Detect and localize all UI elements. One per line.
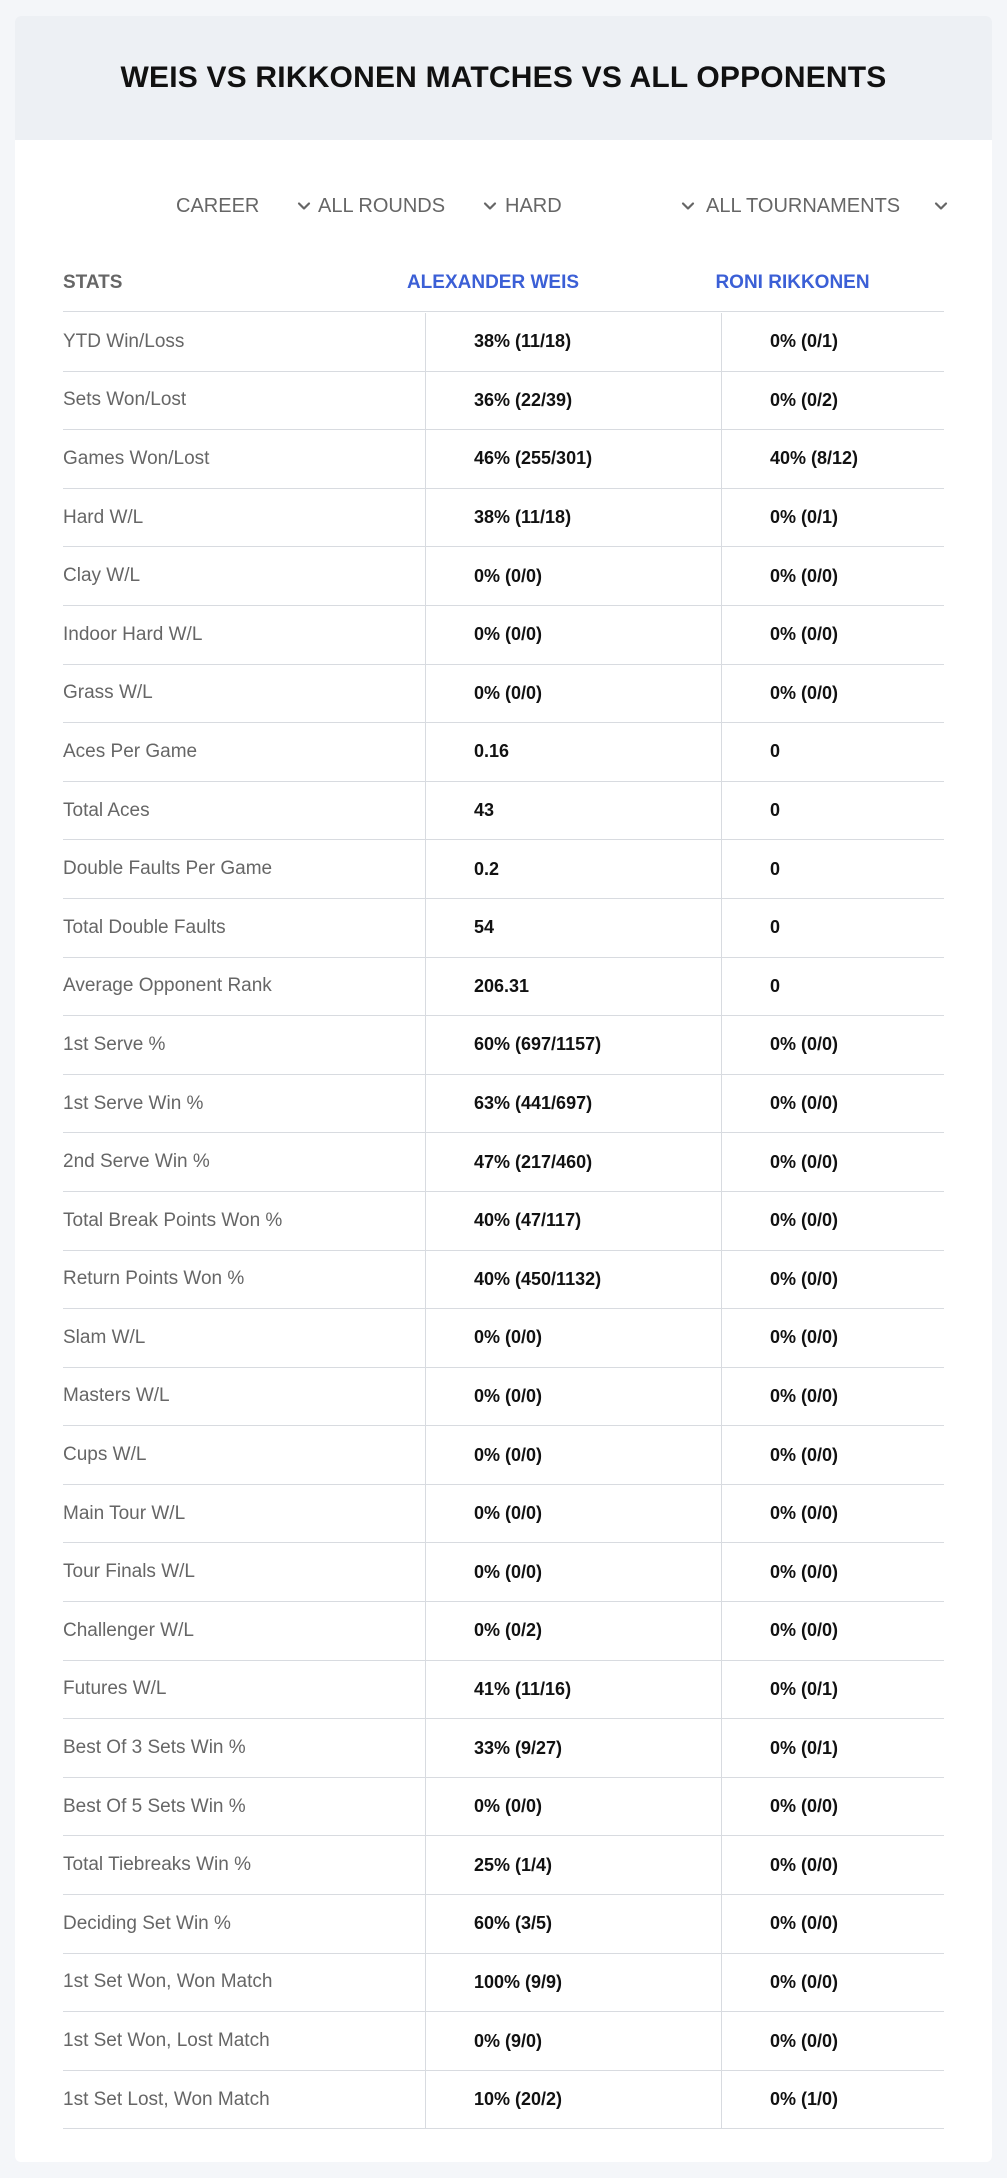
player1-link[interactable]: ALEXANDER WEIS <box>406 272 580 293</box>
stat-label: 1st Set Won, Lost Match <box>63 2030 270 2052</box>
stat-label: Futures W/L <box>63 1678 167 1700</box>
table-row <box>63 489 944 548</box>
stat-label: Tour Finals W/L <box>63 1561 195 1583</box>
stat-label: Challenger W/L <box>63 1619 194 1641</box>
player2-stat-value: 0% (0/0) <box>721 1309 944 1367</box>
table-row <box>63 1192 944 1251</box>
player2-stat-value: 0 <box>721 840 944 898</box>
player1-stat-value: 63% (441/697) <box>425 1075 721 1133</box>
player2-stat-value: 0% (0/0) <box>721 1251 944 1309</box>
chevron-down-icon <box>482 198 498 214</box>
stat-label: Cups W/L <box>63 1444 147 1466</box>
table-row <box>63 1954 944 2013</box>
stat-label: Masters W/L <box>63 1385 170 1407</box>
stat-label: 1st Set Won, Won Match <box>63 1971 273 1993</box>
player2-stat-value: 0% (0/1) <box>721 313 944 371</box>
player2-link[interactable]: RONI RIKKONEN <box>715 272 870 293</box>
player2-stat-value: 0% (1/0) <box>721 2071 944 2129</box>
player2-stat-value: 0% (0/0) <box>721 1836 944 1894</box>
stats-table-header <box>63 254 944 312</box>
player1-stat-value: 40% (450/1132) <box>425 1251 721 1309</box>
rounds-select-value: ALL ROUNDS <box>318 194 446 217</box>
player2-stat-value: 0% (0/1) <box>721 489 944 547</box>
table-row <box>63 1719 944 1778</box>
player1-stat-value: 40% (47/117) <box>425 1192 721 1250</box>
stat-label: YTD Win/Loss <box>63 330 185 352</box>
stat-label: Slam W/L <box>63 1326 146 1348</box>
page-header <box>15 16 992 140</box>
player2-stat-value: 0% (0/0) <box>721 1075 944 1133</box>
stat-label: Grass W/L <box>63 682 153 704</box>
player1-stat-value: 0% (0/0) <box>425 606 721 664</box>
surface-select-value: HARD <box>505 194 562 217</box>
stat-label: Deciding Set Win % <box>63 1912 231 1934</box>
table-row <box>63 2012 944 2071</box>
player2-stat-value: 40% (8/12) <box>721 430 944 488</box>
stat-label: Games Won/Lost <box>63 447 210 469</box>
player1-stat-value: 46% (255/301) <box>425 430 721 488</box>
stat-label: Total Break Points Won % <box>63 1209 283 1231</box>
tournaments-select-value: ALL TOURNAMENTS <box>706 194 901 217</box>
surface-select[interactable] <box>505 186 696 226</box>
player2-stat-value: 0% (0/0) <box>721 1778 944 1836</box>
stat-label: Indoor Hard W/L <box>63 623 203 645</box>
table-row <box>63 1602 944 1661</box>
player2-stat-value: 0% (0/0) <box>721 1954 944 2012</box>
stat-label: Total Double Faults <box>63 916 226 938</box>
table-row <box>63 1016 944 1075</box>
player1-stat-value: 206.31 <box>425 958 721 1016</box>
player1-stat-value: 60% (697/1157) <box>425 1016 721 1074</box>
table-row <box>63 723 944 782</box>
table-row <box>63 1309 944 1368</box>
table-row <box>63 430 944 489</box>
table-row <box>63 899 944 958</box>
player1-stat-value: 10% (20/2) <box>425 2071 721 2129</box>
chevron-down-icon <box>933 198 949 214</box>
filter-bar <box>15 186 992 226</box>
player1-stat-value: 47% (217/460) <box>425 1133 721 1191</box>
table-row <box>63 1133 944 1192</box>
player1-stat-value: 43 <box>425 782 721 840</box>
table-row <box>63 782 944 841</box>
player2-stat-value: 0% (0/2) <box>721 372 944 430</box>
table-row <box>63 547 944 606</box>
stat-label: Best Of 5 Sets Win % <box>63 1795 246 1817</box>
table-row <box>63 840 944 899</box>
tournaments-select[interactable] <box>706 186 949 226</box>
player1-stat-value: 0% (0/0) <box>425 547 721 605</box>
stats-table-body <box>63 313 944 2129</box>
player1-stat-value: 0% (0/0) <box>425 1778 721 1836</box>
player2-stat-value: 0% (0/0) <box>721 2012 944 2070</box>
player1-stat-value: 0.2 <box>425 840 721 898</box>
chevron-down-icon <box>680 198 696 214</box>
stat-label: Return Points Won % <box>63 1268 245 1290</box>
table-row <box>63 1075 944 1134</box>
stat-label: 1st Serve % <box>63 1033 166 1055</box>
player1-stat-value: 0% (0/0) <box>425 1368 721 1426</box>
table-row <box>63 1778 944 1837</box>
stat-label: Aces Per Game <box>63 740 198 762</box>
table-row <box>63 1895 944 1954</box>
stat-label: Total Aces <box>63 799 150 821</box>
player1-stat-value: 0% (0/0) <box>425 1543 721 1601</box>
table-row <box>63 372 944 431</box>
player1-stat-value: 33% (9/27) <box>425 1719 721 1777</box>
stats-column-header: STATS <box>63 272 123 293</box>
player1-stat-value: 54 <box>425 899 721 957</box>
player1-stat-value: 38% (11/18) <box>425 313 721 371</box>
player1-stat-value: 100% (9/9) <box>425 1954 721 2012</box>
period-select[interactable] <box>176 186 312 226</box>
player2-stat-value: 0% (0/0) <box>721 1133 944 1191</box>
table-row <box>63 1543 944 1602</box>
player2-stat-value: 0% (0/0) <box>721 1485 944 1543</box>
table-row <box>63 606 944 665</box>
stat-label: 1st Set Lost, Won Match <box>63 2088 270 2110</box>
player1-stat-value: 0% (0/0) <box>425 1309 721 1367</box>
stat-label: Clay W/L <box>63 565 141 587</box>
stat-label: Best Of 3 Sets Win % <box>63 1737 246 1759</box>
table-row <box>63 958 944 1017</box>
table-row <box>63 1368 944 1427</box>
player2-stat-value: 0% (0/0) <box>721 1543 944 1601</box>
table-row <box>63 1836 944 1895</box>
player2-stat-value: 0 <box>721 782 944 840</box>
player1-stat-value: 36% (22/39) <box>425 372 721 430</box>
player1-stat-value: 0% (9/0) <box>425 2012 721 2070</box>
player1-stat-value: 0% (0/2) <box>425 1602 721 1660</box>
stat-label: Sets Won/Lost <box>63 389 187 411</box>
table-row <box>63 1426 944 1485</box>
player2-stat-value: 0% (0/0) <box>721 1192 944 1250</box>
stat-label: Average Opponent Rank <box>63 975 272 997</box>
stat-label: Double Faults Per Game <box>63 858 273 880</box>
stat-label: Hard W/L <box>63 506 144 528</box>
player1-stat-value: 60% (3/5) <box>425 1895 721 1953</box>
player2-stat-value: 0% (0/0) <box>721 1895 944 1953</box>
chevron-down-icon <box>296 198 312 214</box>
table-row <box>63 1251 944 1310</box>
player2-stat-value: 0 <box>721 899 944 957</box>
stats-card <box>15 16 992 2162</box>
player2-stat-value: 0% (0/0) <box>721 1368 944 1426</box>
stat-label: 2nd Serve Win % <box>63 1151 210 1173</box>
player2-stat-value: 0% (0/0) <box>721 1016 944 1074</box>
player2-stat-value: 0 <box>721 723 944 781</box>
player1-stat-value: 25% (1/4) <box>425 1836 721 1894</box>
player1-stat-value: 0% (0/0) <box>425 665 721 723</box>
player1-stat-value: 38% (11/18) <box>425 489 721 547</box>
stat-label: Total Tiebreaks Win % <box>63 1854 251 1876</box>
table-row <box>63 665 944 724</box>
page-title: WEIS VS RIKKONEN MATCHES VS ALL OPPONENTS <box>120 61 887 94</box>
player2-stat-value: 0% (0/1) <box>721 1719 944 1777</box>
player2-stat-value: 0 <box>721 958 944 1016</box>
rounds-select[interactable] <box>318 186 498 226</box>
player2-stat-value: 0% (0/0) <box>721 606 944 664</box>
player2-stat-value: 0% (0/0) <box>721 547 944 605</box>
table-row <box>63 2071 944 2130</box>
player1-stat-value: 0.16 <box>425 723 721 781</box>
stat-label: 1st Serve Win % <box>63 1092 204 1114</box>
player1-stat-value: 0% (0/0) <box>425 1485 721 1543</box>
table-row <box>63 1485 944 1544</box>
player2-stat-value: 0% (0/0) <box>721 1602 944 1660</box>
table-row <box>63 313 944 372</box>
stat-label: Main Tour W/L <box>63 1502 186 1524</box>
player2-stat-value: 0% (0/0) <box>721 665 944 723</box>
player1-stat-value: 41% (11/16) <box>425 1661 721 1719</box>
table-row <box>63 1661 944 1720</box>
period-select-value: CAREER <box>176 194 260 217</box>
player2-stat-value: 0% (0/0) <box>721 1426 944 1484</box>
player2-stat-value: 0% (0/1) <box>721 1661 944 1719</box>
player1-stat-value: 0% (0/0) <box>425 1426 721 1484</box>
